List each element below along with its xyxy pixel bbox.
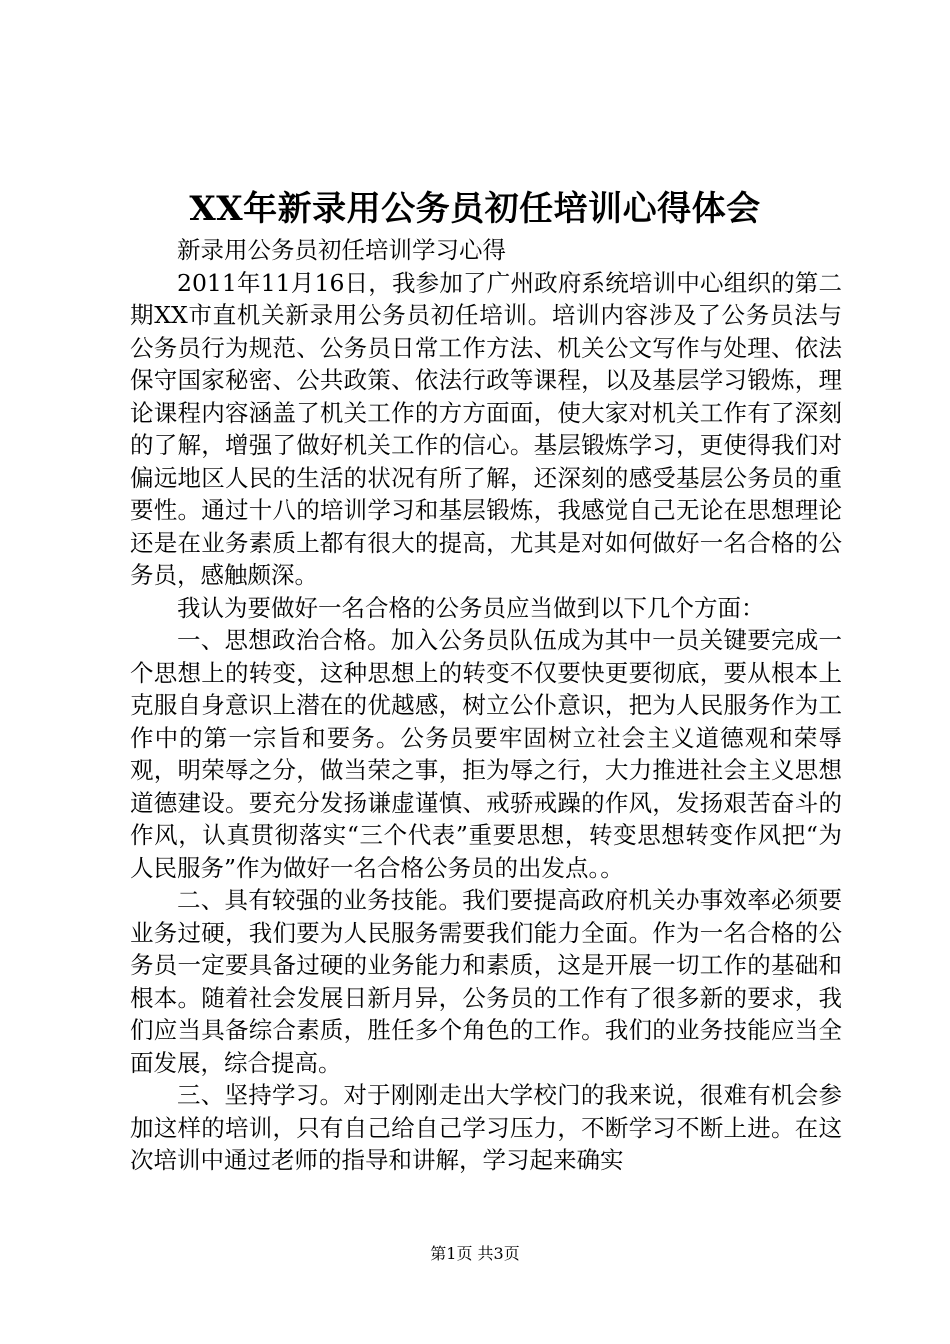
- paragraph-point-three: 三、坚持学习。对于刚刚走出大学校门的我来说，很难有机会参加这样的培训，只有自己给自己学习压力，不断学习不断上进。在这次培训中通过老师的指导和讲解，学习起来确实: [130, 1081, 842, 1174]
- paragraph-point-one: 一、思想政治合格。加入公务员队伍成为其中一员关键要完成一个思想上的转变，这种思想上的转变不仅要快更要彻底，要从根本上克服自身意识上潜在的优越感，树立公仆意识，把为人民服务作为工作中的第一宗旨和要务。公务员要牢固树立社会主义道德观和荣辱观，明荣辱之分，做当荣之事，拒为辱之行，大力推进社会主义思想道德建设。要充分发扬谦虚谨慎、戒骄戒躁的作风，发扬艰苦奋斗的作风，认真贯彻落实“三个代表”重要思想，转变思想转变作风把“为人民服务”作为做好一名合格公务员的出发点。。: [130, 626, 842, 882]
- document-body: [130, 234, 842, 1177]
- page-number-footer: 第1页 共3页: [430, 1244, 520, 1263]
- paragraph-point-two: 二、具有较强的业务技能。我们要提高政府机关办事效率必须要业务过硬，我们要为人民服务需要我们能力全面。作为一名合格的公务员一定要具备过硬的业务能力和素质，这是开展一切工作的基础和根本。随着社会发展日新月异，公务员的工作有了很多新的要求，我们应当具备综合素质，胜任多个角色的工作。我们的业务技能应当全面发展，综合提高。: [130, 886, 842, 1077]
- paragraph-subtitle: 新录用公务员初任培训学习心得: [177, 236, 506, 264]
- paragraph-intro: 2011年11月16日，我参加了广州政府系统培训中心组织的第二期XX市直机关新录用公务员初任培训。培训内容涉及了公务员法与公务员行为规范、公务员日常工作方法、机关公文写作与处理、依法保守国家秘密、公共政策、依法行政等课程，以及基层学习锻炼，理论课程内容涵盖了机关工作的方方面面，使大家对机关工作有了深刻的了解，增强了做好机关工作的信心。基层锻炼学习，更使得我们对偏远地区人民的生活的状况有所了解，还深刻的感受基层公务员的重要性。通过十八的培训学习和基层锻炼，我感觉自己无论在思想理论还是在业务素质上都有很大的提高，尤其是对如何做好一名合格的公务员，感触颇深。: [130, 268, 842, 589]
- document-title: XX年新录用公务员初任培训心得体会: [189, 189, 761, 229]
- paragraph-aspects-lead: 我认为要做好一名合格的公务员应当做到以下几个方面：: [177, 593, 765, 622]
